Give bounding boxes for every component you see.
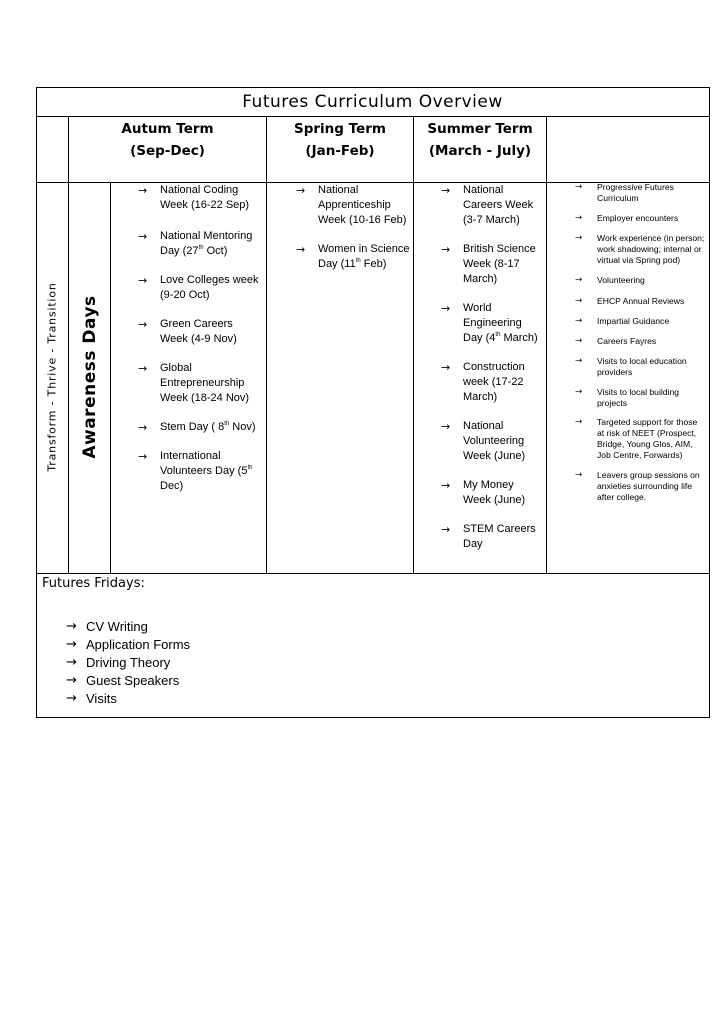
page-title: Futures Curriculum Overview: [242, 92, 503, 112]
arrow-icon: →: [138, 421, 148, 434]
arrow-icon: →: [575, 182, 583, 192]
ordinal-suffix: th: [224, 421, 230, 427]
awareness-day-item: [296, 242, 410, 272]
fridays-item: [66, 672, 190, 690]
provision-item: [575, 233, 705, 266]
arrow-icon: →: [138, 450, 148, 463]
ordinal-suffix: th: [355, 258, 361, 264]
arrow-icon: →: [575, 356, 583, 366]
provision-item: [575, 316, 705, 327]
arrow-icon: →: [441, 479, 451, 492]
provision-item: [575, 182, 705, 204]
term-header-summer: [414, 118, 546, 178]
item-text: STEM Careers Day: [463, 523, 536, 550]
item-text: National Careers Week (3-7 March): [463, 184, 534, 226]
awareness-day-item: [138, 449, 262, 494]
arrow-icon: →: [138, 184, 148, 197]
fridays-item: [66, 618, 190, 636]
item-text-after: Nov): [229, 421, 256, 433]
arrow-icon: →: [575, 275, 583, 285]
term-name: Summer Term: [427, 121, 533, 137]
row-label-text: Awareness Days: [79, 295, 100, 459]
awareness-day-item: [441, 242, 543, 287]
arrow-icon: →: [138, 274, 148, 287]
arrow-icon: →: [66, 619, 77, 634]
item-text: National Volunteering Week (June): [463, 420, 526, 462]
provision-item: [575, 296, 705, 307]
arrow-icon: →: [138, 318, 148, 331]
arrow-icon: →: [575, 417, 583, 427]
item-text: Volunteering: [597, 275, 645, 285]
arrow-icon: →: [441, 361, 451, 374]
item-text: Targeted support for those at risk of NEET (Prospect, Bridge, Young Glos, AIM, Job Centre, Forwards): [597, 417, 698, 460]
item-text-after: Oct): [203, 245, 228, 257]
fridays-item-text: Guest Speakers: [86, 673, 180, 688]
awareness-day-item: [138, 361, 262, 406]
autumn-list: [138, 183, 262, 494]
summer-list: [441, 183, 543, 552]
item-text-after: Feb): [360, 258, 387, 270]
provision-item: [575, 275, 705, 286]
title-divider: [36, 116, 710, 117]
awareness-day-item: [138, 317, 262, 347]
term-name: Autum Term: [121, 121, 214, 137]
item-text: International Volunteers Day (5: [160, 450, 248, 477]
item-text: Stem Day ( 8: [160, 421, 225, 433]
term-header-autumn: [69, 118, 266, 178]
item-text: Love Colleges week (9-20 Oct): [160, 274, 259, 301]
term-dates: (March - July): [428, 143, 532, 159]
table-border-right: [709, 87, 710, 718]
awareness-day-item: [441, 419, 543, 464]
arrow-icon: →: [441, 243, 451, 256]
row-label: [69, 183, 110, 571]
term-name: Spring Term: [294, 121, 386, 137]
arrow-icon: →: [66, 673, 77, 688]
arrow-icon: →: [441, 523, 451, 536]
item-text: World Engineering Day (4: [463, 302, 522, 344]
awareness-day-item: [296, 183, 410, 228]
item-text-after: Dec): [160, 480, 184, 492]
item-text: National Mentoring Day (27: [160, 230, 253, 257]
arrow-icon: →: [575, 387, 583, 397]
fridays-item-text: Driving Theory: [86, 655, 171, 670]
term-dates: (Sep-Dec): [130, 143, 205, 159]
arrow-icon: →: [575, 470, 583, 480]
term-dates: (Jan-Feb): [305, 143, 375, 159]
fridays-item-text: Application Forms: [86, 637, 191, 652]
provision-item: [575, 213, 705, 224]
item-text: Global Entrepreneurship Week (18-24 Nov): [160, 362, 250, 404]
arrow-icon: →: [66, 637, 77, 652]
arrow-icon: →: [575, 233, 583, 243]
awareness-day-item: [441, 522, 543, 552]
awareness-day-item: [138, 183, 262, 213]
side-label-text: Transform - Thrive - Transition: [45, 282, 59, 472]
item-text: British Science Week (8-17 March): [463, 243, 536, 285]
arrow-icon: →: [575, 296, 583, 306]
fridays-item-text: Visits: [86, 691, 117, 706]
arrow-icon: →: [296, 243, 306, 256]
arrow-icon: →: [66, 691, 77, 706]
table-border-bottom: [36, 717, 710, 718]
item-text: Green Careers Week (4-9 Nov): [160, 318, 237, 345]
arrow-icon: →: [441, 184, 451, 197]
item-text: Careers Fayres: [597, 336, 657, 346]
term-header-spring: [267, 118, 413, 178]
arrow-icon: →: [575, 213, 583, 223]
item-text: Impartial Guidance: [597, 316, 670, 326]
item-text: Progressive Futures Curriculum: [597, 182, 674, 203]
col-divider-4: [413, 116, 414, 574]
awareness-day-item: [441, 360, 543, 405]
side-label: [36, 183, 68, 571]
arrow-icon: →: [575, 316, 583, 326]
fridays-item: [66, 654, 190, 672]
awareness-day-item: [441, 301, 543, 346]
spring-list: [296, 183, 410, 272]
item-text: Work experience (in person; work shadowing; internal or virtual via Spring pod): [597, 233, 705, 265]
col-divider-3: [266, 116, 267, 574]
arrow-icon: →: [441, 420, 451, 433]
arrow-icon: →: [441, 302, 451, 315]
provision-item: [575, 470, 705, 503]
awareness-day-item: [138, 273, 262, 303]
item-text: Women in Science Day (11: [318, 243, 410, 270]
fridays-item: [66, 690, 190, 708]
fridays-title: Futures Fridays:: [42, 576, 145, 591]
item-text: Construction week (17-22 March): [463, 361, 525, 403]
arrow-icon: →: [575, 336, 583, 346]
extras-list: [575, 182, 705, 503]
awareness-day-item: [441, 183, 543, 228]
col-divider-5: [546, 116, 547, 574]
col-divider-2: [110, 182, 111, 574]
item-text: Leavers group sessions on anxieties surrounding life after college.: [597, 470, 700, 502]
ordinal-suffix: th: [495, 332, 501, 338]
arrow-icon: →: [66, 655, 77, 670]
provision-item: [575, 336, 705, 347]
awareness-day-item: [138, 229, 262, 259]
item-text: Visits to local building projects: [597, 387, 680, 408]
arrow-icon: →: [138, 230, 148, 243]
item-text: My Money Week (June): [463, 479, 526, 506]
item-text: National Coding Week (16-22 Sep): [160, 184, 250, 211]
fridays-item-text: CV Writing: [86, 619, 148, 634]
ordinal-suffix: th: [198, 245, 204, 251]
provision-item: [575, 356, 705, 378]
fridays-item: [66, 636, 190, 654]
awareness-day-item: [441, 478, 543, 508]
fridays-list: [66, 618, 190, 708]
ordinal-suffix: th: [247, 465, 253, 471]
item-text: EHCP Annual Reviews: [597, 296, 685, 306]
provision-item: [575, 417, 705, 461]
arrow-icon: →: [296, 184, 306, 197]
arrow-icon: →: [138, 362, 148, 375]
item-text: Employer encounters: [597, 213, 679, 223]
item-text-after: March): [500, 332, 538, 344]
body-divider: [36, 573, 710, 574]
item-text: Visits to local education providers: [597, 356, 687, 377]
item-text: National Apprenticeship Week (10-16 Feb): [318, 184, 407, 226]
awareness-day-item: [138, 420, 262, 435]
provision-item: [575, 387, 705, 409]
